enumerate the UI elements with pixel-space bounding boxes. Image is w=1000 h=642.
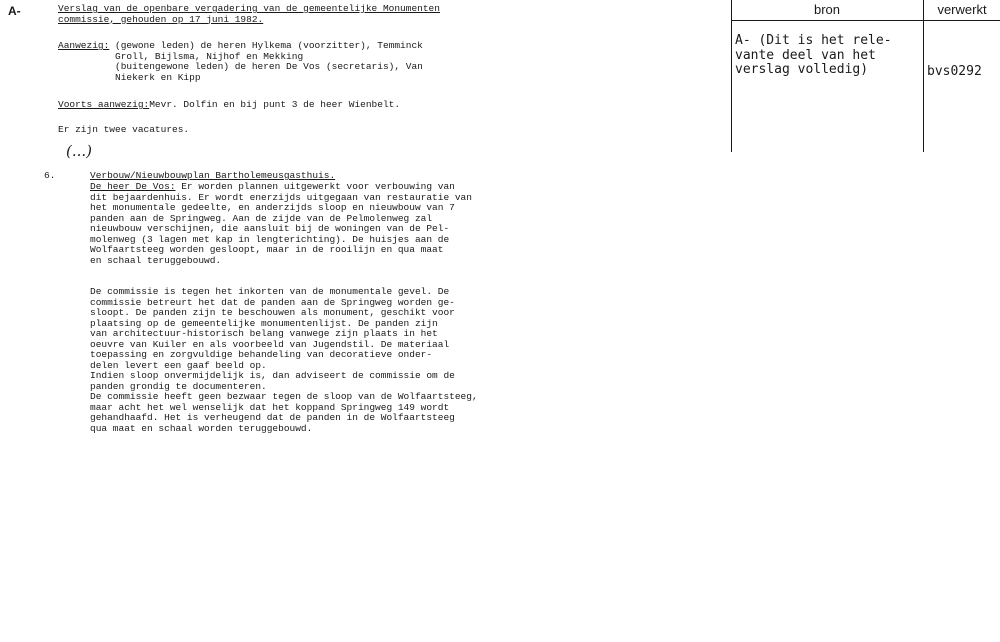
- bron-cell: A- (Dit is het rele- vante deel van het verslag volledig): [735, 33, 892, 77]
- attendance-text: (gewone leden) de heren Hylkema (voorzitter), Temminck Groll, Bijlsma, Nijhof en Mekking (buitengewone leden) de heren De Vos (secretaris), Van Niekerk en Kipp: [115, 40, 423, 83]
- agenda-item-body: [90, 182, 472, 266]
- agenda-item-paragraph-1: Er worden plannen uitgewerkt voor verbouwing van dit bejaardenhuis. Er wordt enerzijds uitgegaan van restauratie van het monumentale gedeelte, en anderzijds sloop en nieuwbouw van 7 panden aan de Springweg. Aan de zijde van de Pelmolenweg zal nieuwbouw verschijnen, die aansluit bij de woningen van de Pel- molenweg (3 lagen met kap in lengterichting). De huisjes aan de Wolfaartsteeg worden gesloopt, maar in de rooilijn en qua maat en schaal teruggebouwd.: [90, 181, 472, 266]
- agenda-item-number: 6.: [44, 170, 56, 181]
- table-left-border: [731, 0, 732, 152]
- speaker-label: De heer De Vos:: [90, 181, 176, 192]
- section-marker: A-: [8, 4, 21, 18]
- also-present-label: Voorts aanwezig:: [58, 99, 150, 110]
- table-column-divider: [923, 0, 924, 152]
- also-present-block: [58, 100, 400, 111]
- table-header-divider: [731, 20, 1000, 21]
- vacancies-text: Er zijn twee vacatures.: [58, 124, 190, 135]
- attendance-block: [58, 41, 423, 83]
- attendance-label: Aanwezig:: [58, 40, 110, 51]
- column-header-bron: bron: [813, 2, 841, 17]
- omission-mark: (...): [66, 142, 93, 160]
- column-header-verwerkt: verwerkt: [937, 2, 987, 17]
- agenda-item-heading: Verbouw/Nieuwbouwplan Bartholemeusgasthuis.: [90, 170, 336, 181]
- also-present-text: Mevr. Dolfin en bij punt 3 de heer Wienbelt.: [149, 99, 401, 110]
- agenda-item-paragraph-2: De commissie is tegen het inkorten van de monumentale gevel. De commissie betreurt het dat de panden aan de Springweg worden ge- sloopt. De panden zijn te beschouwen als monument, geschikt voor plaatsing op de gemeentelijke monumentenlijst. De panden zijn van architectuur-historisch belang vanwege zijn plaats in het oeuvre van Kuiler en als voorbeeld van Jugendstil. De materiaal toepassing en zorgvuldige behandeling van decoratieve onder- delen levert een gaaf beeld op. Indien sloop onvermijdelijk is, dan adviseert de commissie om de panden grondig te documenteren. De commissie heeft geen bezwaar tegen de sloop van de Wolfaartsteeg, maar acht het wel wenselijk dat het koppand Springweg 149 wordt gehandhaafd. Het is verheugend dat de panden in de Wolfaartsteeg qua maat en schaal worden teruggebouwd.: [90, 286, 478, 434]
- document-title: Verslag van de openbare vergadering van de gemeentelijke Monumenten commissie, gehouden op 17 juni 1982.: [58, 3, 440, 25]
- verwerkt-cell: bvs0292: [927, 64, 982, 79]
